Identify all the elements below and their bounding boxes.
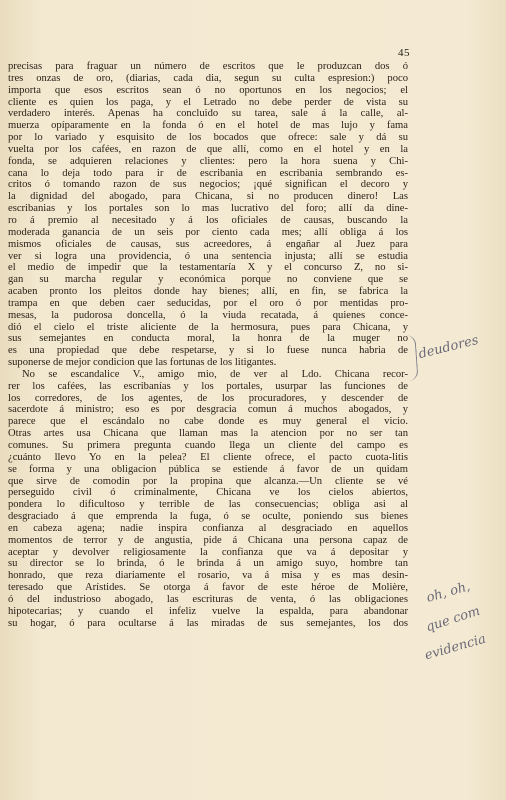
text-line: ¿cuánto llevo Yo en la pelea? El cliente ofrece, el pacto cuota-litis [8, 451, 408, 463]
margin-note-oh-oh: oh, oh, [424, 579, 472, 606]
margin-bracket-mark [400, 335, 418, 382]
margin-note-que-com: que com [424, 603, 482, 636]
text-line: perseguido civil ó criminalmente, Chicana ve los cielos abiertos, [8, 487, 408, 499]
text-line: ó del industrioso abogado, las escrituras de venta, ó las obligaciones [8, 593, 408, 605]
text-line: fonda, se adquieren relaciones y clientes: pero la hora suena y Chi- [8, 155, 408, 167]
text-line: ro á premio al necesitado y á los oficiales de causas, buscando la [8, 214, 408, 226]
text-line: en cabeza agena; nadie inspira confianza al desgraciado en aquellos [8, 522, 408, 534]
text-line: gan su marcha regular y económica porque no conviene que se [8, 274, 408, 286]
text-line: escribanias y los portales son lo mas lucrativo del foro; allí da dine- [8, 203, 408, 215]
page-number: 45 [398, 47, 410, 59]
margin-note-evidencia: evidencia [423, 631, 488, 664]
text-line: vuelta por los cafées, en razon de que allí, como en el hotel y en la [8, 143, 408, 155]
text-line: verdadero interés. Apenas ha concluido su tarea, sale á la calle, al- [8, 108, 408, 120]
text-line: cana lo deja todo para ir de escribania en escribania sembrando es- [8, 167, 408, 179]
text-line: dió el cielo el triste aliciente de la hermosura, pues para Chicana, y [8, 321, 408, 333]
text-line: tres onzas de oro, (diarias, cada dia, segun su culta espresion:) poco [8, 72, 408, 84]
text-line: desgraciado á que emprenda la fuga, ó se oculte, poniendo sus bienes [8, 511, 408, 523]
text-line: es una propiedad que debe respetarse, y si lo fuese nunca habria de [8, 345, 408, 357]
text-line: mesas, la pudorosa doncella, ó la viuda recatada, á quienes conce- [8, 309, 408, 321]
text-line: cliente es quien los paga, y el Letrado no debe perder de vista su [8, 96, 408, 108]
text-line: ver si logra una providencia, ó una sentencia injusta; allí se estudia [8, 250, 408, 262]
text-line: rer los cafées, las escribanías y los portales, usurpar las funciones de [8, 380, 408, 392]
text-line: moderada ganancia de un seis por ciento cada mes; allí obliga á los [8, 226, 408, 238]
text-line: los corredores, de los agentes, de los procuradores, y descender de [8, 392, 408, 404]
text-line: se forma y una obligacion pública se estiende á favor de un quidam [8, 463, 408, 475]
text-line: pondera lo dificultoso y terrible de las consecuencias; obliga asi al [8, 499, 408, 511]
text-line: suponerse de mejor condicion que las fortunas de los litigantes. [8, 357, 277, 369]
text-line: teresado que Arístides. Se otorga á favor de este héroe de Molière, [8, 582, 408, 594]
text-line: comunes. Su primera pregunta cuando llega un cliente del campo es [8, 440, 408, 451]
margin-note-deudores: deudores [417, 332, 481, 363]
text-line: hipotecarias; y cuando el infeliz vuelve la espalda, para abandonar [8, 605, 408, 617]
text-line: por lo variado y esquisito de los bocados que ofrece: sale y dá su [8, 132, 408, 144]
text-line: No se escandalice V., amigo mio, de ver al Ldo. Chicana recor- [22, 368, 408, 380]
text-line: que sirve de comodin por la propina que alcanza.—Un cliente se vé [8, 475, 408, 487]
text-line: precisas para fraguar un número de escritos que le produzcan dos ó [8, 61, 408, 72]
text-line: Otras artes usa Chicana que llaman mas la atencion por no ser tan [8, 428, 408, 440]
text-line: sus semejantes en conducta moral, la honra de la muger no [8, 333, 408, 345]
text-line: parece que el escándalo no cabe donde es muy general el vicio. [8, 416, 408, 428]
text-line: critos ó tomando razon de sus negocios; ¡qué significan el decoro y [8, 179, 408, 191]
body-text [8, 61, 408, 630]
text-line: mismos oficiales de causas, sus acreedores, á engañar al Juez para [8, 238, 408, 250]
text-line: su director se lo brinda, ó le brinda á un amigo suyo, hombre tan [8, 558, 408, 570]
text-line: aceptar y devolver religiosamente la confianza que va á depositar y [8, 546, 408, 558]
text-line: importa que esos escritos sean ó no oportunos en los negocios; el [8, 84, 408, 96]
text-line: acaben pronto los pleitos donde hay bienes; allí, en fin, se fabrica la [8, 286, 408, 298]
text-line: momentos de terror y de angustia, pide á Chicana una persona capaz de [8, 534, 408, 546]
text-line: sacerdote á ministro; eso es por desgracia comun á muchos abogados, y [8, 404, 408, 416]
text-line: su hogar, ó para ocultarse á las miradas de sus semejantes, los dos [8, 617, 408, 629]
text-line: el medio de impedir que la testamentaría X y el concurso Z, no si- [8, 262, 408, 274]
text-line: honrado, que reza diariamente el rosario, va á misa y es mas desin- [8, 570, 408, 582]
text-line: trampa en que deben caer seducidas, por el oro ó por mentidas pro- [8, 297, 408, 309]
text-line: muerza opíparamente en la fonda ó en el hotel de mas lujo y fama [8, 120, 408, 132]
text-line: la dignidad del abogado, para Chicana, si no producen dinero! Las [8, 191, 408, 203]
